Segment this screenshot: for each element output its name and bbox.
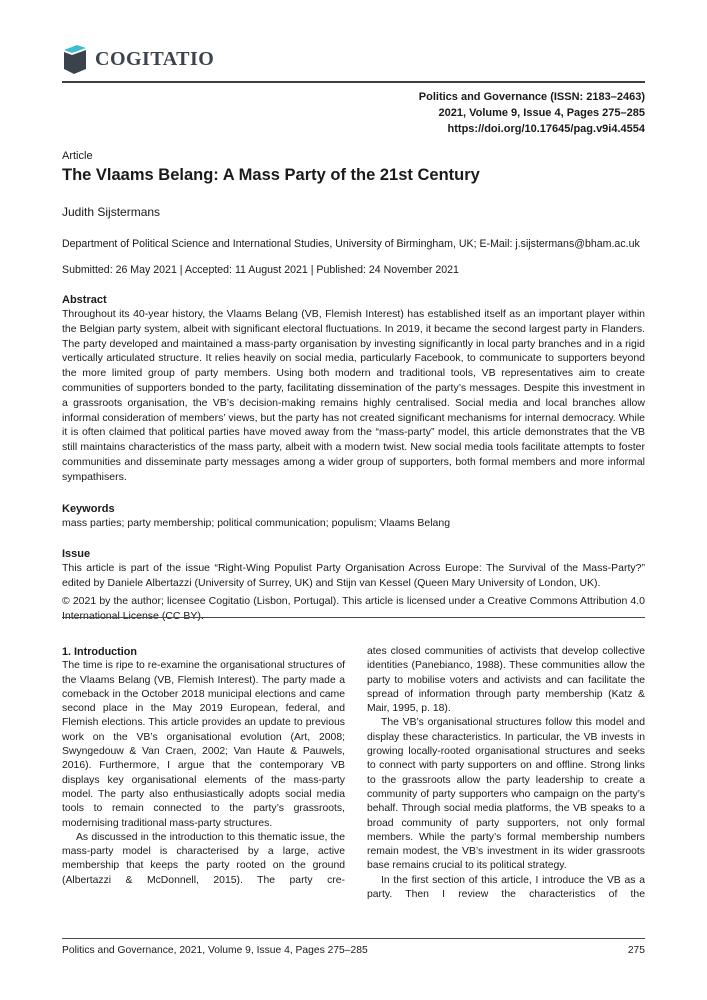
body-paragraph: ates closed communities of activists that develop collective identities (Panebianco, 1988). These communities allow the party to mobilise voters and activists and can facilitate the spread of information through party membership (Katz & Mair, 1995, p. 18). bbox=[367, 646, 645, 715]
body-paragraph: In the first section of this article, I introduce the VB as a party. Then I review the characteristics of the bbox=[367, 874, 645, 901]
header-rule bbox=[62, 81, 645, 83]
body-separator-rule bbox=[62, 617, 645, 618]
issue-heading: Issue bbox=[62, 548, 91, 561]
section-heading-introduction: 1. Introduction bbox=[62, 646, 137, 658]
body-paragraph: The VB’s organisational structures follow this model and display these characteristics. In particular, the VB invests in growing locally-rooted organisational structures and seeks to connect with party supporters on and offline. Strong links to the grassroots allow the party leadership to create a community of party supporters who campaign on the party’s behalf. Through social media platforms, the VB speaks to a broad community of party supporters, not only formal members. While the party’s formal membership numbers remain modest, the VB’s investment in its wider grassroots base remains crucial to its political strategy. bbox=[367, 717, 645, 872]
author-affiliation: Department of Political Science and International Studies, University of Birmingham, UK; E-Mail: j.sijstermans@bham.ac.uk bbox=[62, 238, 640, 250]
cogitatio-book-icon bbox=[62, 44, 88, 74]
submission-dates: Submitted: 26 May 2021 | Accepted: 11 August 2021 | Published: 24 November 2021 bbox=[62, 264, 459, 276]
body-paragraph: As discussed in the introduction to this thematic issue, the mass-party model is characterised by a large, active membership that keeps the party rooted on the ground (Albertazzi & McDonnell, 2015). The party cre- bbox=[62, 831, 345, 886]
article-body bbox=[62, 617, 645, 902]
footer-citation: Politics and Governance, 2021, Volume 9, Issue 4, Pages 275–285 bbox=[62, 945, 368, 956]
keywords-text: mass parties; party membership; political communication; populism; Vlaams Belang bbox=[62, 516, 451, 529]
author-name: Judith Sijstermans bbox=[62, 205, 161, 219]
journal-header bbox=[62, 89, 645, 137]
keywords-heading: Keywords bbox=[62, 502, 115, 515]
issue-text: This article is part of the issue “Right-Wing Populist Party Organisation Across Europe: The Survival of the Mass-Party?” edited by Daniele Albertazzi (University of Surrey, UK) and Stijn van Kessel (Queen Mary University of London, UK). bbox=[62, 562, 645, 590]
body-paragraph: The time is ripe to re-examine the organisational structures of the Vlaams Belang (VB, Flemish Interest). The party made a comeback in the October 2018 municipal elections and came second place in the May 2019 European, federal, and Flemish elections. This article provides an update to previous work on the VB’s organisational evolution (Art, 2008; Swyngedouw & Van Craen, 2002; Van Haute & Pauwels, 2016). Furthermore, I argue that the contemporary VB displays key organisational elements of the mass-party model. The party also enthusiastically adopts social media tools to remain connected to the party’s grassroots, modernising traditional mass-party structures. bbox=[62, 660, 345, 829]
page-number: 275 bbox=[627, 945, 645, 956]
page-footer bbox=[62, 938, 645, 956]
journal-name-issn: Politics and Governance (ISSN: 2183–2463) bbox=[418, 91, 645, 103]
right-column bbox=[367, 645, 645, 902]
copyright-license-text: © 2021 by the author; licensee Cogitatio (Lisbon, Portugal). This article is licensed under a Creative Commons Attribution 4.0 International License (CC BY). bbox=[62, 594, 645, 622]
article-type-label: Article bbox=[62, 150, 93, 162]
abstract-heading: Abstract bbox=[62, 294, 107, 306]
left-column bbox=[62, 645, 345, 902]
publisher-logo-text: COGITATIO bbox=[95, 47, 215, 70]
journal-volume-issue: 2021, Volume 9, Issue 4, Pages 275–285 bbox=[438, 107, 645, 119]
publisher-logo bbox=[62, 0, 645, 74]
doi-link[interactable]: https://doi.org/10.17645/pag.v9i4.4554 bbox=[447, 123, 645, 135]
article-title: The Vlaams Belang: A Mass Party of the 21st Century bbox=[62, 166, 480, 184]
two-column-text bbox=[62, 645, 645, 902]
abstract-text: Throughout its 40-year history, the Vlaams Belang (VB, Flemish Interest) has established itself as an important player within the Belgian party system, albeit with significant electoral fluctuations. In 2019, it became the second largest party in Flanders. The party developed and maintained a mass-party organisation by investing significantly in local party branches and in a rigid vertically articulated structure. It relies heavily on social media, particularly Facebook, to communicate to supporters beyond the more limited group of party members. Using both modern and traditional tools, VB representatives aim to create communities of supporters bonded to the party, facilitating dissemination of the party’s messages. Despite this investment in a grassroots organisation, the VB’s decision-making remains highly centralised. Social media and local branches allow informal consideration of members’ views, but the party has not created significant mechanisms for internal democracy. While it is often claimed that political parties have moved away from the “mass-party” model, this article demonstrates that the VB still maintains characteristics of the mass party, albeit with a modern twist. New social media tools facilitate attempts to foster communities and disseminate party messages among a wider group of supporters, both formal members and more informal sympathisers. bbox=[62, 308, 645, 483]
